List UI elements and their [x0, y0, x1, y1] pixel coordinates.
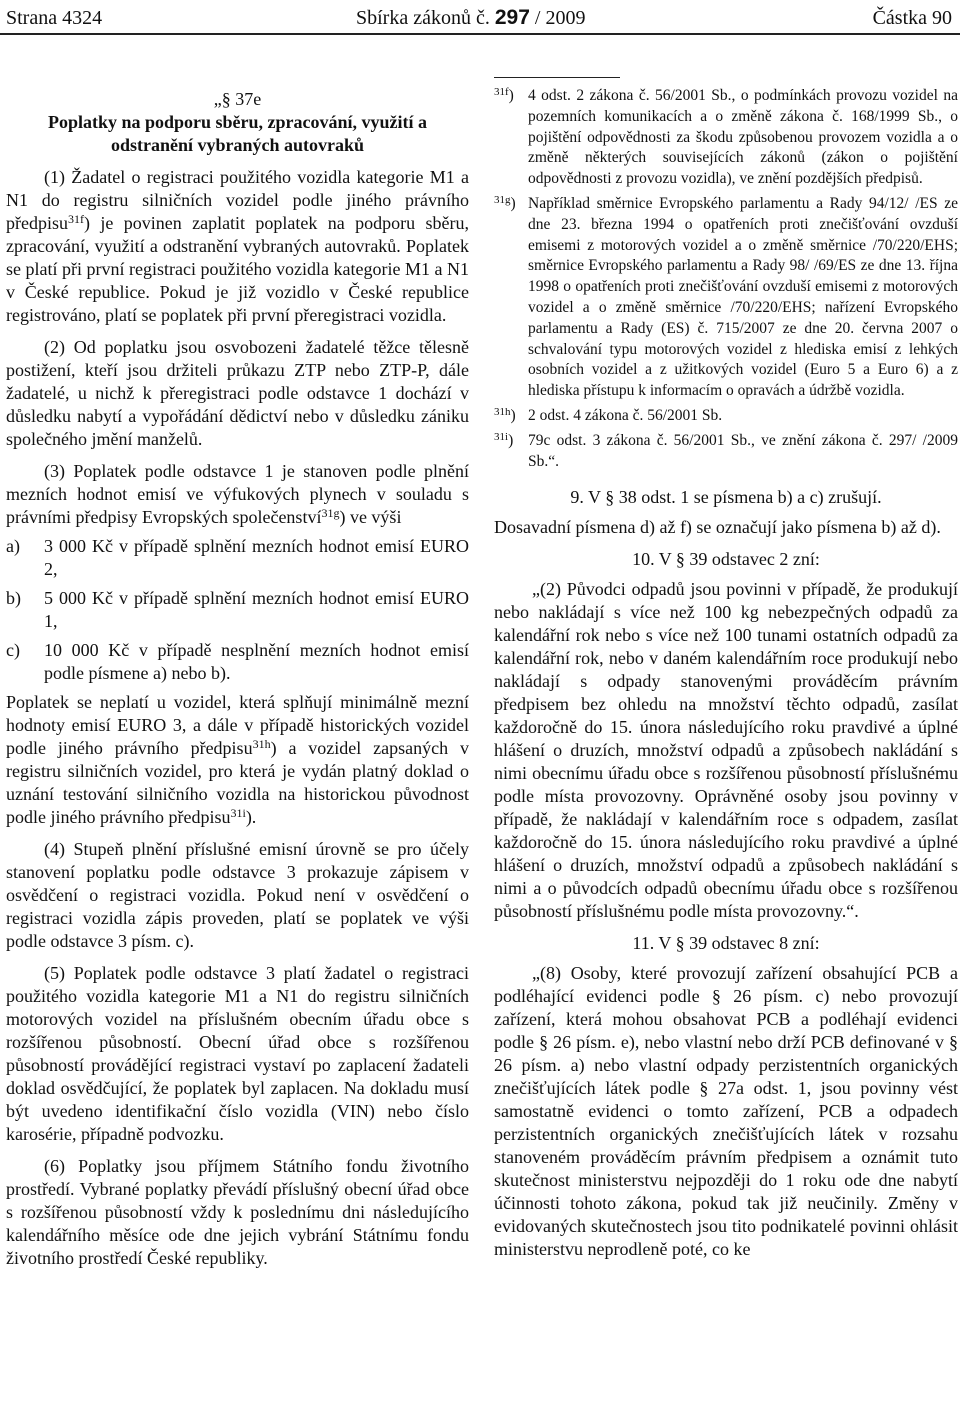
paragraph-3-continued: Poplatek se neplatí u vozidel, která splňují minimálně mezní hodnoty emisí EURO 3, a dále v případě historických vozidel podle jiného právního předpisu$^{31h}$) a vozidel zapsaných v registru silničních vozidel, pro která je vydán platný doklad o uznání testování silničního vozidla na historickou původnost podle jiného právního předpisu$^{31i}$). [6, 692, 469, 827]
footnote: $^{31i}$) 79c odst. 3 zákona č. 56/2001 Sb., ve znění zákona č. 297/ /2009 Sb.“. [494, 430, 958, 470]
footnote: $^{31g}$) Například směrnice Evropského parlamentu a Rady 94/12/ /ES ze dne 23. března 1994 o opatřeních proti znečišťování ovzduší emisemi z motorových vozidel a o změně směrnice /70/220/EHS; směrnice Evropského parlamentu a Rady 98/ /69/ES ze dne 13. října 1998 o opatřeních proti znečišťování ovzduší emisemi z motorových vozidel a o změně směrnice /70/220/EHS; nařízení Evropského parlamentu a Rady (ES) č. 715/2007 ze dne 20. června 2007 o schvalování typu motorových vozidel z hlediska emisí z lehkých osobních vozidel a z užitkových vozidel (Euro 5 a Euro 6) a z hlediska přístupu k informacím o opravách a údržbě vozidla. [494, 193, 958, 400]
section-number: „§ 37e [213, 89, 262, 109]
footnote-ref: 31f [68, 212, 84, 226]
part-label: Částka 90 [872, 7, 952, 29]
paragraph-3: (3) Poplatek podle odstavce 1 je stanoven podle plnění mezních hodnot emisí ve výfukových plynech v souladu s právními předpisy Evropských společenství$^{31g}$) ve výši [6, 461, 469, 527]
footnote-ref: 31g [321, 506, 340, 520]
point-10-text: „(2) Původci odpadů jsou povinni v případě, že produkují nebo nakládají s více než 100 kg nebezpečných odpadů za kalendářní rok nebo s více než 100 tunami ostatních odpadů za kalendářní rok, nebo v daném kalendářním roce produkují nebo nakládají s odpady stanovenými prováděcím právním předpisem bez ohledu na množství těchto odpadů, zasílat každoročně do 15. února následujícího roku pravdivé a úplné hlášení o druzích, množství odpadů a způsobech nakládání s nimi obecnímu úřadu obce s rozšířenou působností příslušnému podle místa provozovny. Oprávněné osoby jsou povinny v případě, že nakládají v kalendářním roce s odpadem, zasílat každoročně do 15. února následujícího roku pravdivé a úplné hlášení o druzích, množství odpadů a způsobech nakládání s nimi a o původcích odpadů obecnímu úřadu obce s rozšířenou působností příslušnému podle místa provozovny.“. [494, 579, 958, 922]
footnote: $^{31h}$) 2 odst. 4 zákona č. 56/2001 Sb. [494, 405, 723, 424]
footnote-ref: 31h [252, 737, 271, 751]
point-9-note: Dosavadní písmena d) až f) se označují jako písmena b) až d). [494, 517, 941, 538]
list-item: b) 5 000 Kč v případě splnění mezních hodnot emisí EURO 1, [6, 588, 469, 631]
list-item: c) 10 000 Kč v případě nesplnění mezních hodnot emisí podle písmene a) nebo b). [6, 640, 469, 683]
paragraph-5: (5) Poplatek podle odstavce 3 platí žadatel o registraci použitého vozidla kategorie M1 a N1 do registru silničních motorových vozidel na příslušném obecním úřadu obce s rozšířenou působností. Obecní úřad obce s rozšířenou působností provádějící registraci vystaví po zaplacení žadateli doklad osvědčující, že poplatek byl zaplacen. Na dokladu musí být uvedeno identifikační číslo vozidla (VIN) nebo číslo karosérie, případně podvozku. [6, 963, 469, 1144]
law-number: 297 [494, 6, 530, 29]
collection-label: Sbírka zákonů č. [356, 7, 490, 29]
paragraph-4: (4) Stupeň plnění příslušné emisní úrovně se pro účely stanovení poplatku podle odstavce 3 prokazuje zápisem v osvědčení o registraci vozidla. Pokud není v osvědčení o registraci vozidla zápis proveden, platí se poplatek ve výši podle odstavce 3 písm. c). [6, 839, 469, 951]
point-9: 9. V § 38 odst. 1 se písmena b) a c) zrušují. [570, 487, 882, 508]
point-10: 10. V § 39 odstavec 2 zní: [632, 549, 820, 570]
paragraph-6: (6) Poplatky jsou příjmem Státního fondu životního prostředí. Vybrané poplatky převádí příslušný obecní úřad obce s rozšířenou působností vždy k poslednímu dni následujícího kalendářního měsíce ode dne jejich vybrání Státnímu fondu životního prostředí České republiky. [6, 1156, 469, 1268]
point-11-text: „(8) Osoby, které provozují zařízení obsahující PCB a podléhající evidenci podle § 26 písm. c) nebo provozují zařízení, která mohou obsahovat PCB a podléhají evidenci podle § 26 písm. e), nebo vlastní nebo drží PCB definované v § 26 písm. a) nebo vlastní odpady perzistentních organických znečišťujících látek podle § 27a odst. 1, jsou povinny vést samostatně evidenci o tomto zařízení, PCB a odpadech perzistentních organických znečišťujících látek v rozsahu stanoveném prováděcím právním předpisem a oznámit tuto skutečnost ministerstvu nejpozději do 1 roku ode dne nabytí účinnosti tohoto zákona, pokud tak již neučinily. Změny v evidovaných skutečnostech jsou tito podnikatelé povinni ohlásit ministerstvu neprodleně poté, co ke [494, 963, 958, 1260]
list-item: a) 3 000 Kč v případě splnění mezních hodnot emisí EURO 2, [6, 536, 469, 579]
collection-year: / 2009 [534, 7, 586, 29]
left-column [6, 88, 469, 1270]
footnote-divider [494, 77, 620, 78]
section-title: Poplatky na podporu sběru, zpracování, využití a odstranění vybraných autovraků [47, 112, 428, 155]
collection-title [356, 6, 585, 30]
right-column [494, 74, 958, 1261]
footnote: $^{31f}$) 4 odst. 2 zákona č. 56/2001 Sb., o podmínkách provozu vozidel na pozemních komunikacích a o změně zákona č. 168/1999 Sb., o pojištění odpovědnosti za škodu způsobenou provozem vozidla a o změně některých souvisejících zákonů (zákon o pojištění odpovědnosti z provozu vozidla), ve znění pozdějších předpisů. [494, 86, 958, 188]
point-11: 11. V § 39 odstavec 8 zní: [632, 933, 820, 954]
section-heading [6, 88, 469, 157]
header-divider [0, 33, 960, 35]
footnote-ref: 31i [230, 806, 246, 820]
paragraph-1: (1) Žadatel o registraci použitého vozidla kategorie M1 a N1 do registru silničních vozidel podle jiného právního předpisu$^{31f}$) je povinen zaplatit poplatek na podporu sběru, zpracování, využití a odstranění vybraných autovraků. Poplatek se platí při první registraci použitého vozidla kategorie M1 a N1 v České republice. Pokud je již vozidlo v České republice registrováno, platí se poplatek při první přeregistraci vozidla. [6, 167, 469, 325]
page-number: Strana 4324 [6, 7, 103, 29]
paragraph-2: (2) Od poplatku jsou osvobozeni žadatelé těžce tělesně postižení, kteří jsou držiteli průkazu ZTP nebo ZTP-P, dále žadatelé, u nichž k přeregistraci podle odstavce 1 dochází v důsledku nabytí a vypořádání dědictví nebo v důsledku zániku společného jmění manželů. [6, 337, 469, 449]
